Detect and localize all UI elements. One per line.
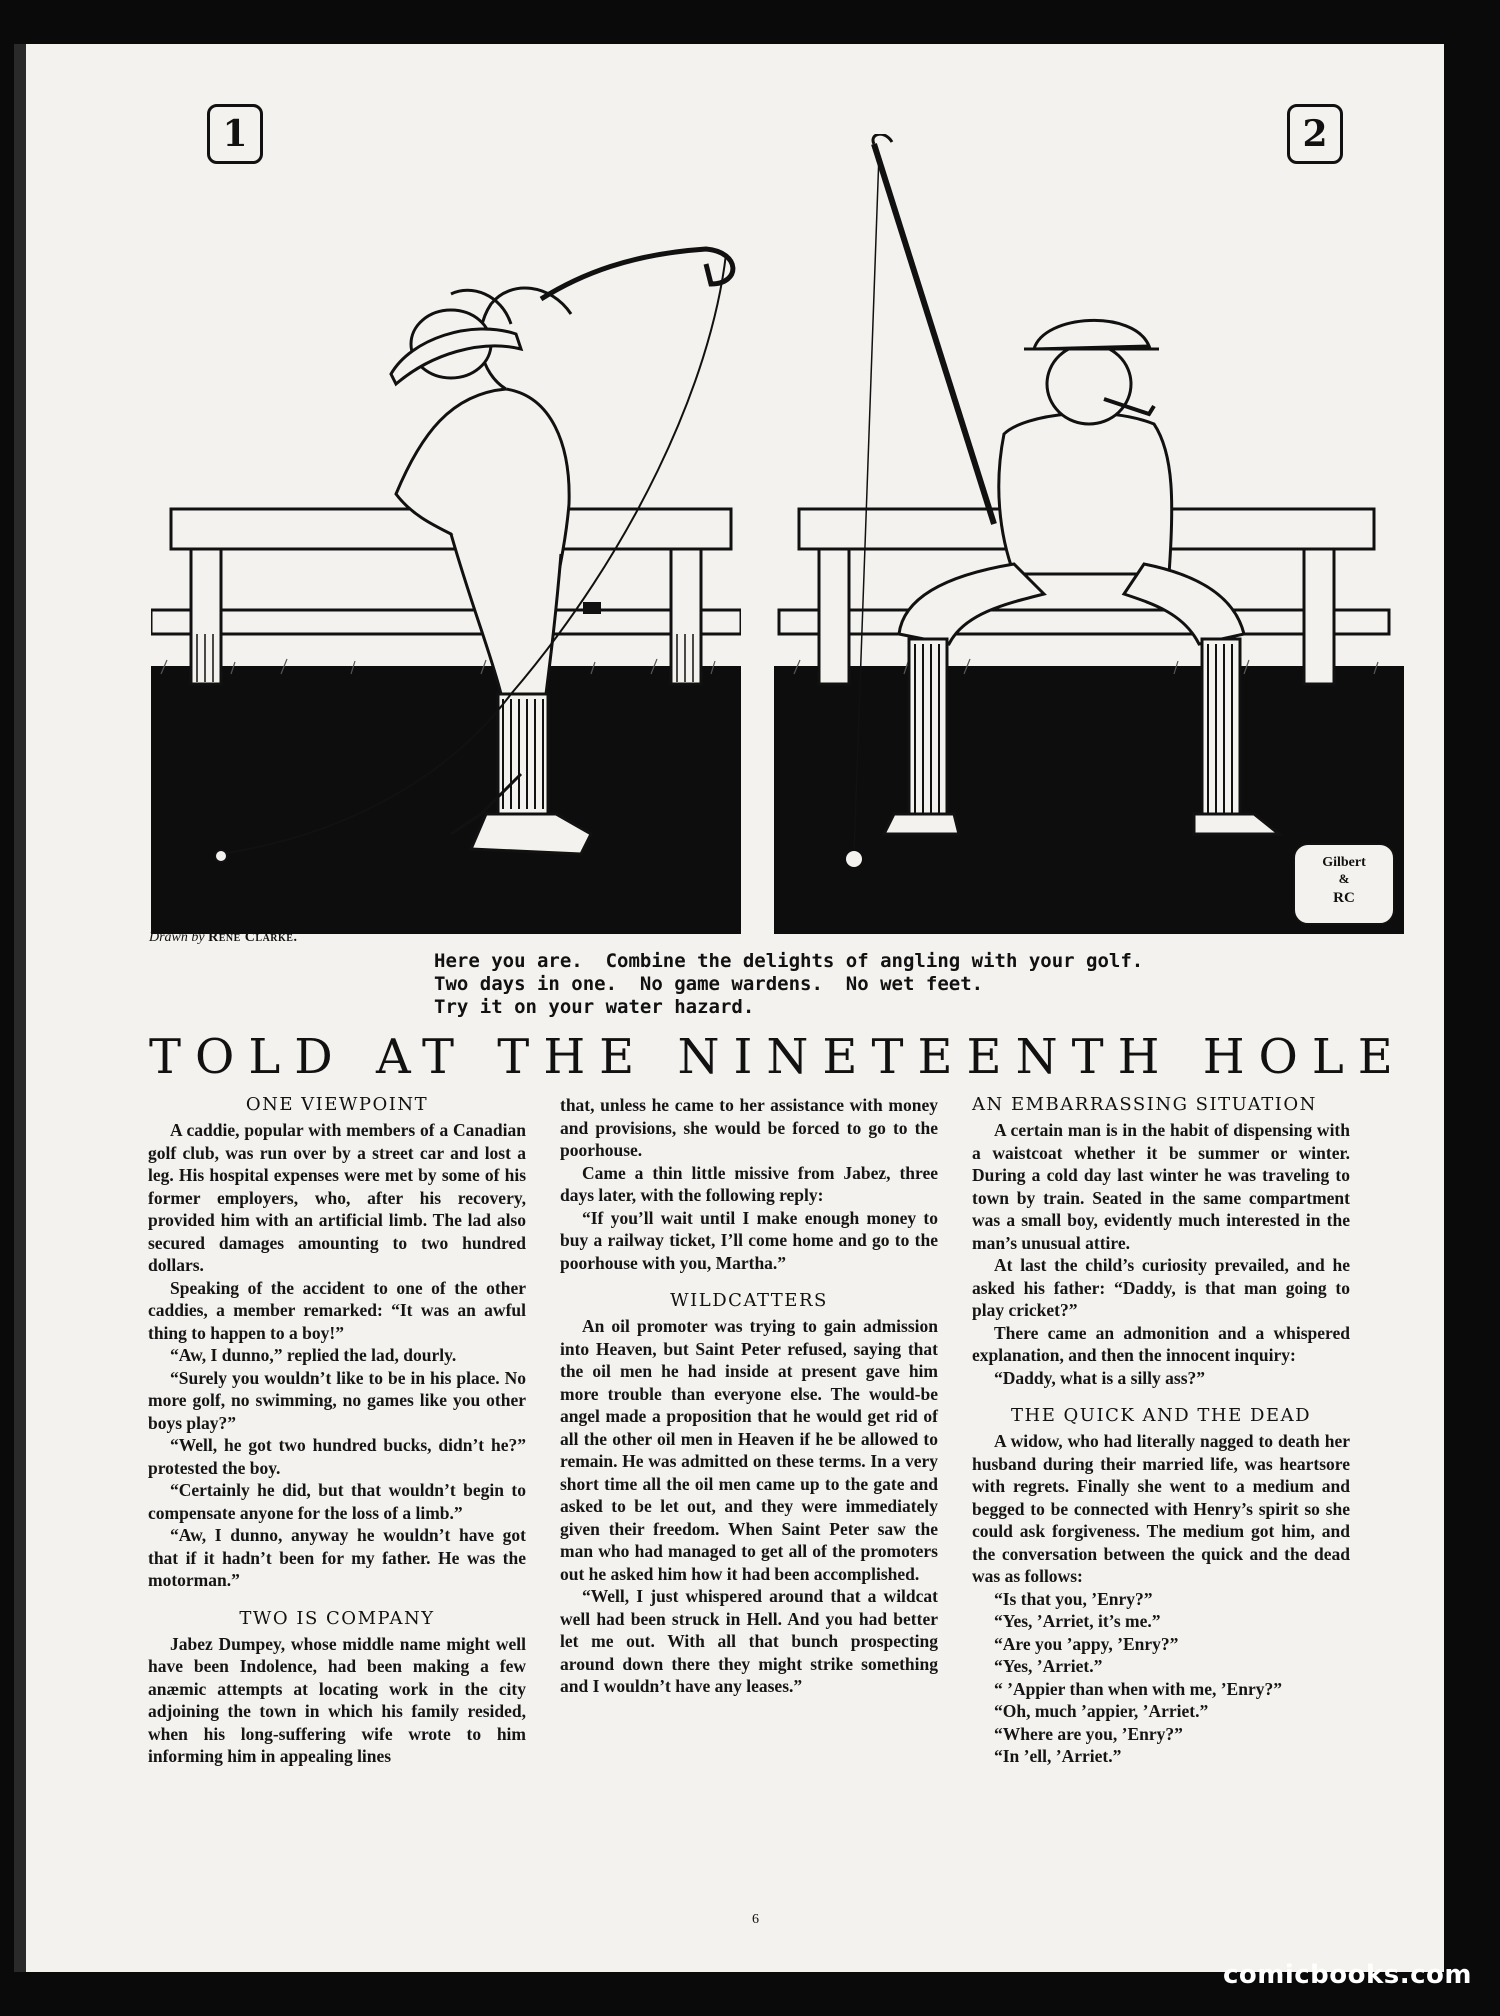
panel-number-2: 2 <box>1287 104 1343 164</box>
paragraph: Came a thin little missive from Jabez, three days later, with the following reply: <box>560 1162 938 1205</box>
paragraph: “Well, he got two hundred bucks, didn’t he?” protested the boy. <box>148 1435 526 1478</box>
caption-line: Here you are. Combine the delights of angling with your golf. <box>434 950 1144 972</box>
dialog-line: “Is that you, ’Enry?” <box>994 1588 1153 1609</box>
illustration-credit <box>149 930 297 946</box>
signature-line-3: RC <box>1333 890 1355 906</box>
section-title: TWO IS COMPANY <box>239 1607 435 1629</box>
dialog-line: “Yes, ’Arriet, it’s me.” <box>994 1611 1161 1631</box>
credit-artist: Rene Clarke. <box>208 930 298 945</box>
paragraph: “Aw, I dunno, anyway he wouldn’t have got that if it hadn’t been for my father. He was the motorman.” <box>148 1525 526 1590</box>
section-title: AN EMBARRASSING SITUATION <box>972 1094 1317 1115</box>
page-number: 6 <box>752 1912 759 1927</box>
section-title: WILDCATTERS <box>670 1290 828 1311</box>
caption-line: Two days in one. No game wardens. No wet feet. <box>434 973 984 995</box>
dialog-line: “Where are you, ’Enry?” <box>994 1723 1183 1744</box>
paragraph: Speaking of the accident to one of the other caddies, a member remarked: “It was an awful thing to happen to a boy!” <box>148 1277 526 1343</box>
paragraph: A certain man is in the habit of dispensing with a waistcoat whether it be summer or winter. During a cold day last winter he was traveling to town by train. Seated in the same compartment was a small boy, evidently much interested in the man’s unusual attire. <box>972 1120 1350 1253</box>
dialog-line: “In ’ell, ’Arriet.” <box>994 1746 1122 1766</box>
paragraph: “If you’ll wait until I make enough money to buy a railway ticket, I’ll come home and go to the poorhouse with you, Martha.” <box>560 1207 938 1273</box>
paragraph: A widow, who had literally nagged to death her husband during their married life, was heartsore with regrets. Finally she went to a medium and begged to be connected with Henry’s spirit so she could ask forgiveness. The medium got him, and the conversation between the quick and the dead was as follows: <box>972 1431 1350 1586</box>
article-column-2 <box>560 1094 938 1698</box>
artist-signature <box>1294 844 1394 924</box>
page-headline: TOLD AT THE NINETEENTH HOLE <box>149 1029 1407 1085</box>
page-spine-shadow <box>14 44 26 1972</box>
paragraph: “Aw, I dunno,” replied the lad, dourly. <box>170 1345 457 1365</box>
magazine-page <box>14 44 1444 1972</box>
panel-number-1: 1 <box>207 104 263 164</box>
dialog-line: “ ’Appier than when with me, ’Enry?” <box>994 1678 1282 1699</box>
paragraph: An oil promoter was trying to gain admission into Heaven, but Saint Peter refused, saying that the oil men he had inside at present gave him more trouble than everyone else. The would-be angel made a proposition that he would get rid of all the other oil men in Heaven if he be allowed to remain. He was admitted on these terms. In a very short time all the oil men came up to the gate and asked to be let out, and they were immediately given their freedom. When Saint Peter saw the man who had managed to get all of the promoters out he asked him how it had been accomplished. <box>560 1316 938 1584</box>
paragraph: There came an admonition and a whispered explanation, and then the innocent inquiry: <box>972 1322 1350 1365</box>
dialog-line: “Oh, much ’appier, ’Arriet.” <box>994 1701 1209 1721</box>
caption-line: Try it on your water hazard. <box>434 996 755 1018</box>
paragraph: At last the child’s curiosity prevailed, and he asked his father: “Daddy, is that man going to play cricket?” <box>972 1255 1350 1320</box>
paragraph: A caddie, popular with members of a Canadian golf club, was run over by a street car and lost a leg. His hospital expenses were met by some of his former employers, who, after his recovery, provided him with an artificial limb. The lad also secured damages amounting to two hundred dollars. <box>148 1120 526 1275</box>
section-title: THE QUICK AND THE DEAD <box>1010 1405 1311 1426</box>
paragraph: Jabez Dumpey, whose middle name might well have been Indolence, had been making a few anæmic attempts at locating work in the city adjoining the town in which his family resided, when his long-suffering wife wrote to him informing him in appealing lines <box>148 1633 526 1766</box>
paragraph: “Surely you wouldn’t like to be in his place. No more golf, no swimming, no games like you other boys play?” <box>148 1367 526 1433</box>
dialog-line: “Are you ’appy, ’Enry?” <box>994 1633 1179 1654</box>
article-column-1 <box>148 1094 526 1768</box>
paragraph: “Certainly he did, but that wouldn’t begin to compensate anyone for the loss of a limb.” <box>148 1480 526 1523</box>
cartoon-caption <box>434 950 1234 1019</box>
signature-line-2: & <box>1338 871 1350 886</box>
paragraph: “Well, I just whispered around that a wildcat well had been struck in Hell. And you had better let me out. With all that bunch prospecting around down there they might strike something and I wouldn’t have any leases.” <box>560 1586 938 1696</box>
article-column-3 <box>972 1094 1350 1768</box>
illustration-panel-golfer <box>151 134 741 934</box>
paragraph: “Daddy, what is a silly ass?” <box>994 1367 1206 1388</box>
paragraph-continued: that, unless he came to her assistance with money and provisions, she would be forced to go to the poorhouse. <box>560 1095 938 1160</box>
illustration-panel-angler <box>774 134 1404 934</box>
credit-prefix: Drawn by <box>149 930 205 945</box>
section-title: ONE VIEWPOINT <box>245 1094 429 1115</box>
site-watermark: comicbooks.com <box>1222 1960 1472 1990</box>
dialog-line: “Yes, ’Arriet.” <box>994 1656 1103 1676</box>
signature-line-1: Gilbert <box>1322 855 1366 870</box>
